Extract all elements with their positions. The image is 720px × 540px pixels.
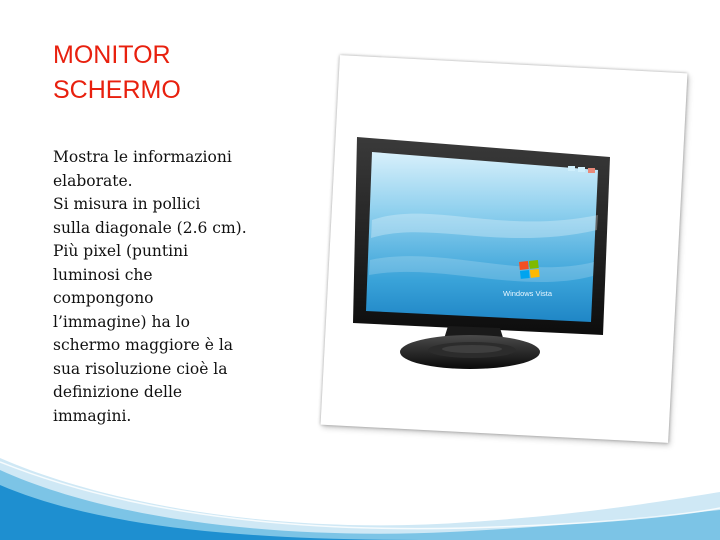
body-line: Si misura in pollici (53, 195, 201, 213)
body-line: Più pixel (puntini (53, 242, 189, 260)
body-line: immagini. (53, 406, 132, 425)
body-line: definizione delle (53, 383, 183, 401)
maximize-icon (578, 167, 585, 172)
screen-logo-text: Windows Vista (503, 289, 553, 298)
body-line: luminosi che (53, 265, 153, 284)
body-line: l’immagine) ha lo (53, 312, 190, 331)
body-line: sulla diagonale (2.6 cm). (53, 218, 247, 237)
decorative-wave (0, 440, 720, 540)
body-line: elaborate. (53, 171, 133, 190)
body-line: schermo maggiore è la (53, 336, 234, 354)
body-line: compongono (53, 289, 154, 307)
body-line: sua risoluzione cioè la (53, 359, 228, 378)
title-line-1: MONITOR (53, 41, 171, 69)
minimize-icon (568, 166, 575, 171)
monitor-screen (366, 152, 598, 322)
title-line-2: SCHERMO (53, 75, 181, 104)
close-icon (588, 168, 595, 173)
body-line: Mostra le informazioni (53, 148, 232, 166)
